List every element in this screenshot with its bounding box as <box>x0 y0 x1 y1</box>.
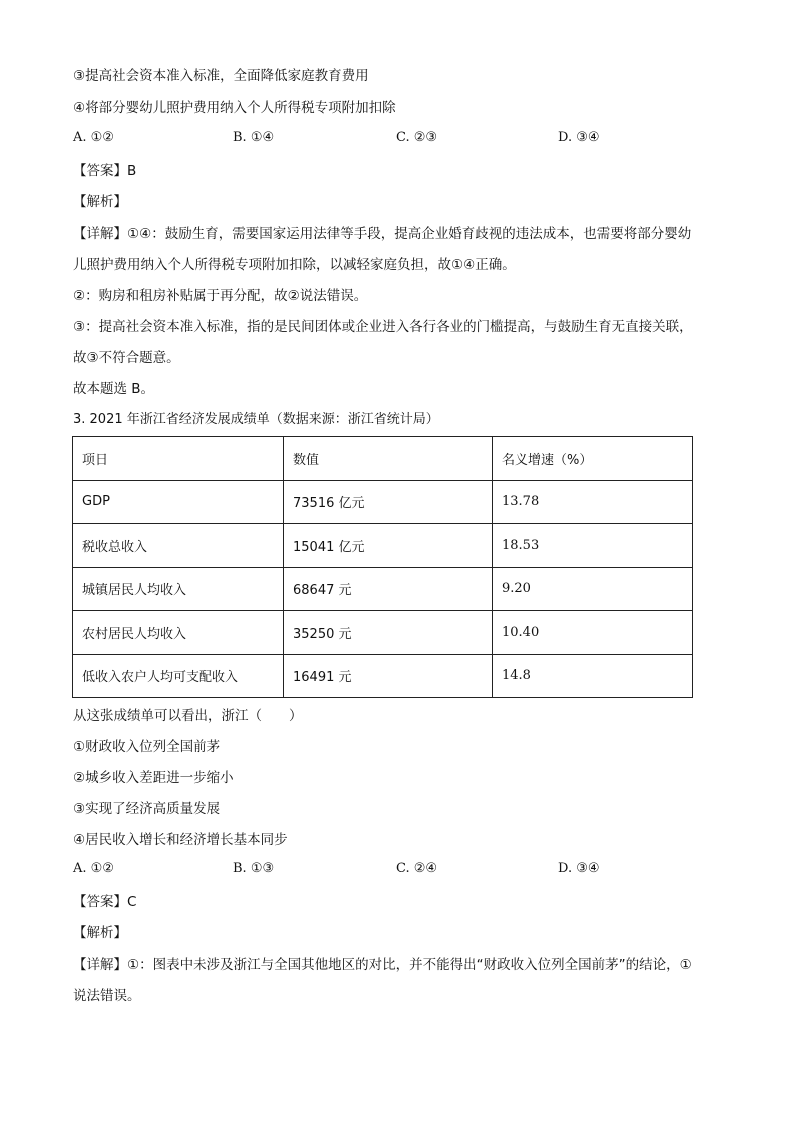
table-cell: GDP <box>73 480 284 524</box>
table-cell: 城镇居民人均收入 <box>73 567 284 611</box>
q2-conclusion: 故本题选 B。 <box>73 381 155 397</box>
q2-detail-line-5: 故③不符合题意。 <box>73 350 180 366</box>
q3-question: 从这张成绩单可以看出，浙江（ ） <box>73 708 303 724</box>
table-cell: 14.8 <box>493 654 693 698</box>
table-row <box>73 480 693 524</box>
q2-option-b: B. ①④ <box>233 130 275 145</box>
q2-item-3: ③提高社会资本准入标准，全面降低家庭教育费用 <box>73 68 369 84</box>
table-row <box>73 524 693 568</box>
q3-detail-line-1: 【详解】①：图表中未涉及浙江与全国其他地区的对比，并不能得出“财政收入位列全国前茅”的结论，① <box>73 957 692 973</box>
table-cell: 农村居民人均收入 <box>73 611 284 655</box>
table-cell: 18.53 <box>493 524 693 568</box>
q3-options <box>73 861 733 881</box>
q2-answer: 【答案】B <box>73 163 137 179</box>
q2-detail-line-1: 【详解】①④：鼓励生育，需要国家运用法律等手段，提高企业婚育歧视的违法成本，也需要将部分婴幼 <box>73 226 692 242</box>
q3-option-d: D. ③④ <box>558 861 600 876</box>
table-cell: 68647 元 <box>284 567 493 611</box>
q2-option-d: D. ③④ <box>558 130 600 145</box>
q3-answer: 【答案】C <box>73 894 137 910</box>
q2-option-a: A. ①② <box>73 130 114 145</box>
table-row <box>73 567 693 611</box>
q2-detail-line-4: ③：提高社会资本准入标准，指的是民间团体或企业进入各行各业的门槛提高，与鼓励生育无直接关联， <box>73 319 693 335</box>
q3-item-3: ③实现了经济高质量发展 <box>73 801 221 817</box>
q3-analysis-label: 【解析】 <box>73 925 127 941</box>
q3-item-1: ①财政收入位列全国前茅 <box>73 739 221 755</box>
table-cell: 13.78 <box>493 480 693 524</box>
table-cell: 16491 元 <box>284 654 493 698</box>
table-header-cell: 数值 <box>284 437 493 481</box>
table-cell: 15041 亿元 <box>284 524 493 568</box>
table-row <box>73 654 693 698</box>
table-cell: 低收入农户人均可支配收入 <box>73 654 284 698</box>
q2-detail-line-3: ②：购房和租房补贴属于再分配，故②说法错误。 <box>73 288 368 304</box>
table-cell: 9.20 <box>493 567 693 611</box>
q3-detail-line-2: 说法错误。 <box>73 988 141 1004</box>
table-header-cell: 项日 <box>73 437 284 481</box>
q2-options <box>73 130 733 150</box>
q2-analysis-label: 【解析】 <box>73 194 127 210</box>
q3-option-a: A. ①② <box>73 861 114 876</box>
table-cell: 税收总收入 <box>73 524 284 568</box>
q3-stem: 3. 2021 年浙江省经济发展成绩单（数据来源：浙江省统计局） <box>73 412 439 427</box>
table-cell: 10.40 <box>493 611 693 655</box>
q3-option-b: B. ①③ <box>233 861 275 876</box>
q2-option-c: C. ②③ <box>396 130 438 145</box>
table-header-row <box>73 437 693 481</box>
q3-option-c: C. ②④ <box>396 861 438 876</box>
q2-item-4: ④将部分婴幼儿照护费用纳入个人所得税专项附加扣除 <box>73 100 396 116</box>
table-header-cell: 名义增速（%） <box>493 437 693 481</box>
table-row <box>73 611 693 655</box>
q3-item-2: ②城乡收入差距进一步缩小 <box>73 770 234 786</box>
economy-table <box>72 436 693 698</box>
table-cell: 73516 亿元 <box>284 480 493 524</box>
table-cell: 35250 元 <box>284 611 493 655</box>
q3-item-4: ④居民收入增长和经济增长基本同步 <box>73 832 288 848</box>
q2-detail-line-2: 儿照护费用纳入个人所得税专项附加扣除，以减轻家庭负担，故①④正确。 <box>73 257 516 273</box>
